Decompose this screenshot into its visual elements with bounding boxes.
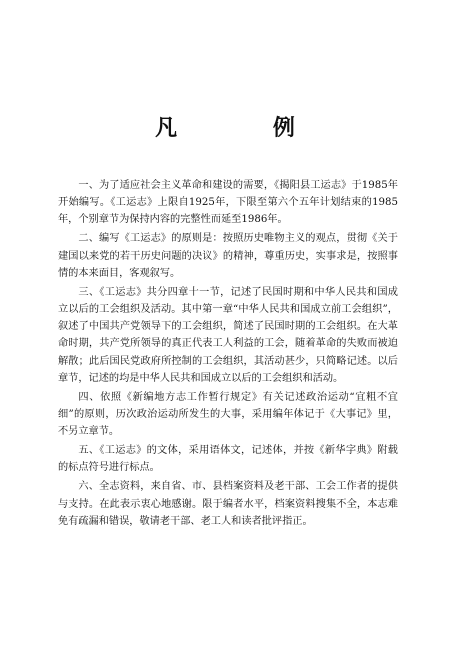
document-body [58, 177, 398, 532]
paragraph-5: 五、《工运志》的文体，采用语体文，记述体，并按《新华字典》附载的标点符号进行标点。 [58, 445, 398, 474]
page-title: 凡 例 [155, 115, 339, 141]
paragraph-1: 一、为了适应社会主义革命和建设的需要，《揭阳县工运志》于1985年开始编写。《工运志》上限自1925年，下限至第六个五年计划结束的1985年，个别章节为保持内容的完整性而延至1986年。 [58, 180, 398, 226]
paragraph-4: 四、依照《新编地方志工作暂行规定》有关记述政治运动“宜粗不宜细”的原则，历次政治运动所发生的大事，采用编年体记于《大事记》里，不另立章节。 [58, 391, 398, 438]
paragraph-3: 三、《工运志》共分四章十一节，记述了民国时期和中华人民共和国成立以后的工会组织及活动。其中第一章“中华人民共和国成立前工会组织”，叙述了中国共产党领导下的工会组织，简述了民国时期的工会组织。在大革命时期，共产党所领导的真正代表工人利益的工会，随着革命的失败而被迫解散；此后国民党政府所控制的工会组织，其活动甚少，只简略记述。以后章节，记述的均是中华人民共和国成立以后的工会组织和活动。 [58, 286, 398, 384]
paragraph-2: 二、编写《工运志》的原则是：按照历史唯物主义的观点，贯彻《关于建国以来党的若干历史问题的决议》的精神，尊重历史，实事求是，按照事情的本来面目，客观叙写。 [58, 233, 398, 279]
paragraph-6: 六、全志资料，来自省、市、县档案资料及老干部、工会工作者的提供与支持。在此表示衷心地感谢。限于编者水平，档案资料搜集不全，本志难免有疏漏和错误，敬请老干部、老工人和读者批评指正。 [58, 481, 398, 527]
